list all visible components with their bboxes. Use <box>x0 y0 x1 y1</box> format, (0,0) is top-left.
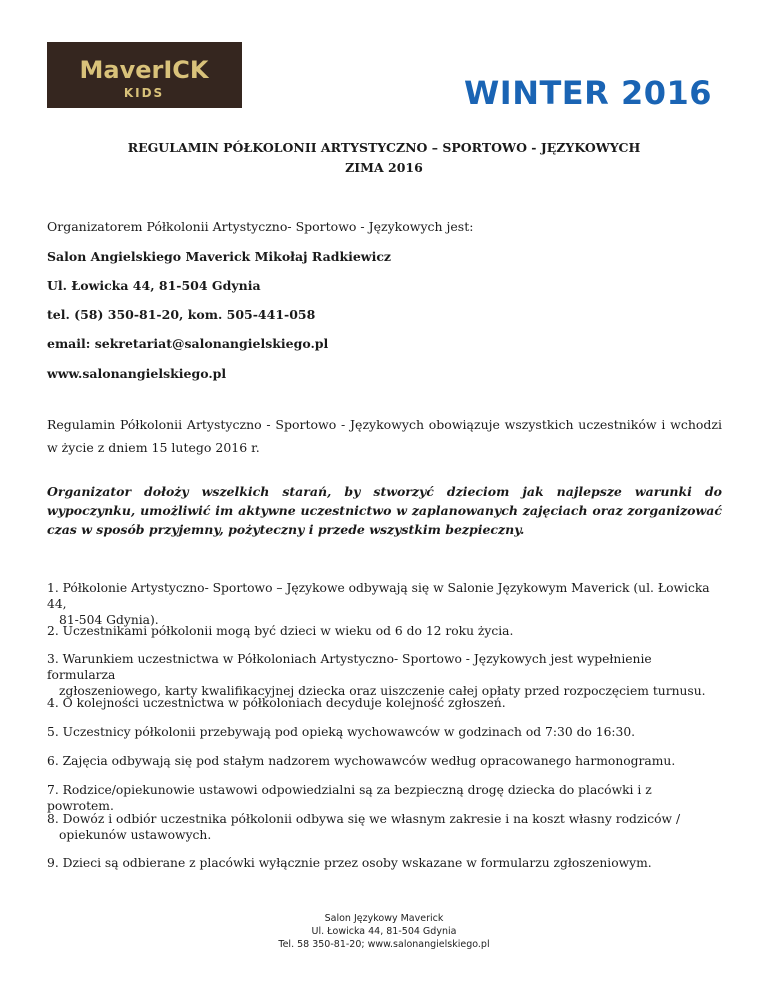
rule-7 <box>47 782 722 814</box>
logo-wordmark: MaverICK <box>79 56 209 84</box>
rule-5-line-1: 5. Uczestnicy półkolonii przebywają pod opieką wychowawców w godzinach od 7:30 do 16:30. <box>47 725 636 739</box>
rule-7-line-1: 7. Rodzice/opiekunowie ustawowi odpowiedzialni są za bezpieczną drogę dziecka do placówki i z powrotem. <box>47 783 652 813</box>
rule-9-line-1: 9. Dzieci są odbierane z placówki wyłącznie przez osoby wskazane w formularzu zgłoszeniowym. <box>47 856 652 870</box>
organizer-name: Salon Angielskiego Maverick Mikołaj Radkiewicz <box>47 249 392 264</box>
organizer-website: www.salonangielskiego.pl <box>47 366 227 381</box>
season-heading: WINTER 2016 <box>463 74 712 112</box>
rule-6-line-1: 6. Zajęcia odbywają się pod stałym nadzorem wychowawców według opracowanego harmonogramu. <box>47 754 676 768</box>
page-footer <box>0 912 768 951</box>
footer-line-2: Ul. Łowicka 44, 81-504 Gdynia <box>311 926 457 937</box>
rule-4-line-1: 4. O kolejności uczestnictwa w półkoloniach decyduje kolejność zgłoszeń. <box>47 696 506 710</box>
organizer-phone: tel. (58) 350-81-20, kom. 505-441-058 <box>47 307 316 322</box>
rule-5 <box>47 724 722 740</box>
footer-line-3: Tel. 58 350-81-20; www.salonangielskiego.pl <box>278 939 490 950</box>
rule-1 <box>47 580 722 628</box>
rule-8-line-2: opiekunów ustawowych. <box>59 828 212 842</box>
rule-1-line-2: 81-504 Gdynia). <box>59 613 159 627</box>
rule-3 <box>47 651 722 699</box>
document-title <box>0 138 768 178</box>
rule-4 <box>47 695 722 711</box>
logo-subtitle: KIDS <box>123 86 165 100</box>
organizer-intro: Organizatorem Półkolonii Artystyczno- Sportowo - Językowych jest: <box>47 219 474 234</box>
commitment-paragraph: Organizator dołoży wszelkich starań, by stworzyć dzieciom jak najlepsze warunki do wypoczynku, umożliwić im aktywne uczestnictwo w zaplanowanych zajęciach oraz zorganizować czas w sposób przyjemny, pożyteczny i przede wszystkim bezpieczny. <box>47 484 722 537</box>
rule-8 <box>47 811 722 843</box>
rule-3-line-2: zgłoszeniowego, karty kwalifikacyjnej dziecka oraz uiszczenie całej opłaty przed rozpoczęciem turnusu. <box>59 684 706 698</box>
organizer-address: Ul. Łowicka 44, 81-504 Gdynia <box>47 278 261 293</box>
rule-3-line-1: 3. Warunkiem uczestnictwa w Półkoloniach Artystyczno- Sportowo - Językowych jest wypełnienie formularza <box>47 652 652 682</box>
title-line-1: REGULAMIN PÓŁKOLONII ARTYSTYCZNO – SPORTOWO - JĘZYKOWYCH <box>127 140 641 155</box>
rule-9 <box>47 855 722 871</box>
rule-8-line-1: 8. Dowóz i odbiór uczestnika półkolonii odbywa się we własnym zakresie i na koszt własny rodziców / <box>47 812 681 826</box>
title-line-2: ZIMA 2016 <box>345 160 423 175</box>
rule-2-line-1: 2. Uczestnikami półkolonii mogą być dzieci w wieku od 6 do 12 roku życia. <box>47 624 514 638</box>
rule-6 <box>47 753 722 769</box>
rule-1-line-1: 1. Półkolonie Artystyczno- Sportowo – Językowe odbywają się w Salonie Językowym Maverick (ul. Łowicka 44, <box>47 581 710 611</box>
rule-2 <box>47 623 722 639</box>
footer-line-1: Salon Językowy Maverick <box>324 913 444 924</box>
validity-paragraph: Regulamin Półkolonii Artystyczno - Sportowo - Językowych obowiązuje wszystkich uczestników i wchodzi w życie z dniem 15 lutego 2016 r. <box>47 417 722 455</box>
maverick-kids-logo <box>47 42 242 108</box>
organizer-email: email: sekretariat@salonangielskiego.pl <box>47 336 329 351</box>
